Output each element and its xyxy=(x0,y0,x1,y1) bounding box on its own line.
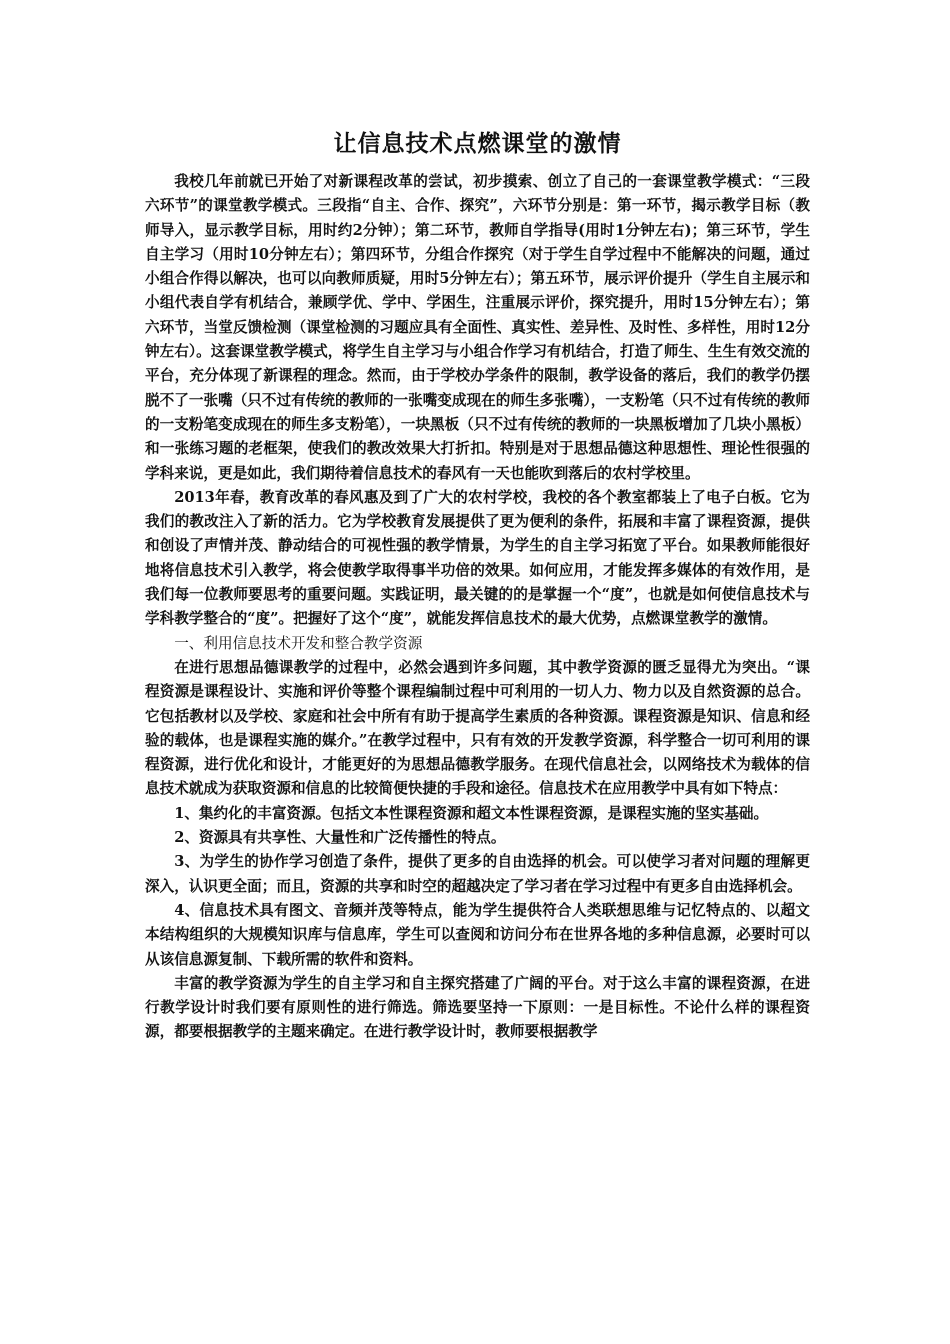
paragraph-course-resources: 在进行思想品德课教学的过程中，必然会遇到许多问题，其中教学资源的匮乏显得尤为突出。“课程资源是课程设计、实施和评价等整个课程编制过程中可利用的一切人力、物力以及自然资源的总合。它包括教材以及学校、家庭和社会中所有有助于提高学生素质的各种资源。课程资源是知识、信息和经验的载体，也是课程实施的媒介。”在教学过程中，只有有效的开发教学资源，科学整合一切可利用的课程资源，进行优化和设计，才能更好的为思想品德教学服务。在现代信息社会，以网络技术为载体的信息技术就成为获取资源和信息的比较简便快捷的手段和途径。信息技术在应用教学中具有如下特点： xyxy=(145,658,810,798)
document-page xyxy=(145,128,810,1045)
list-item-1: 1、集约化的丰富资源。包括文本性课程资源和超文本性课程资源，是课程实施的坚实基础。 xyxy=(174,804,769,822)
document-title: 让信息技术点燃课堂的激情 xyxy=(333,130,622,157)
section-heading-1: 一、利用信息技术开发和整合教学资源 xyxy=(174,634,423,652)
list-item-3: 3、为学生的协作学习创造了条件，提供了更多的自由选择的机会。可以使学习者对问题的理解更深入，认识更全面；而且，资源的共享和时空的超越决定了学习者在学习过程中有更多自由选择机会。 xyxy=(145,853,810,895)
paragraph-resource-selection: 丰富的教学资源为学生的自主学习和自主探究搭建了广阔的平台。对于这么丰富的课程资源，在进行教学设计时我们要有原则性的进行筛选。筛选要坚持一下原则：一是目标性。不论什么样的课程资源，都要根据教学的主题来确定。在进行教学设计时，教师要根据教学 xyxy=(145,974,810,1041)
list-item-2: 2、资源具有共享性、大量性和广泛传播性的特点。 xyxy=(174,829,506,847)
paragraph-whiteboard-2013: 2013年春，教育改革的春风惠及到了广大的农村学校，我校的各个教室都装上了电子白板。它为我们的教改注入了新的活力。它为学校教育发展提供了更为便利的条件，拓展和丰富了课程资源，提供和创设了声情并茂、静动结合的可视性强的教学情景，为学生的自主学习拓宽了平台。如果教师能很好地将信息技术引入教学，将会使教学取得事半功倍的效果。如何应用，才能发挥多媒体的有效作用，是我们每一位教师要思考的重要问题。实践证明，最关键的的是掌握一个“度”，也就是如何使信息技术与学科教学整合的“度”。把握好了这个“度”，就能发挥信息技术的最大优势，点燃课堂教学的激情。 xyxy=(145,488,810,628)
paragraph-teaching-model: 我校几年前就已开始了对新课程改革的尝试，初步摸索、创立了自己的一套课堂教学模式：“三段六环节”的课堂教学模式。三段指“自主、合作、探究”，六环节分别是：第一环节，揭示教学目标（教师导入，显示教学目标，用时约2分钟）；第二环节，教师自学指导(用时1分钟左右)；第三环节，学生自主学习（用时10分钟左右）；第四环节，分组合作探究（对于学生自学过程中不能解决的问题，通过小组合作得以解决，也可以向教师质疑，用时5分钟左右）；第五环节，展示评价提升（学生自主展示和小组代表自学有机结合，兼顾学优、学中、学困生，注重展示评价，探究提升，用时15分钟左右）；第六环节，当堂反馈检测（课堂检测的习题应具有全面性、真实性、差异性、及时性、多样性，用时12分钟左右）。这套课堂教学模式，将学生自主学习与小组合作学习有机结合，打造了师生、生生有效交流的平台，充分体现了新课程的理念。然而，由于学校办学条件的限制，教学设备的落后，我们的教学仍摆脱不了一张嘴（只不过有传统的教师的一张嘴变成现在的师生多张嘴），一支粉笔（只不过有传统的教师的一支粉笔变成现在的师生多支粉笔），一块黑板（只不过有传统的教师的一块黑板增加了几块小黑板）和一张练习题的老框架，使我们的教改效果大打折扣。特别是对于思想品德这种思想性、理论性很强的学科来说，更是如此，我们期待着信息技术的春风有一天也能吹到落后的农村学校里。 xyxy=(145,173,810,482)
list-item-4: 4、信息技术具有图文、音频并茂等特点，能为学生提供符合人类联想思维与记忆特点的、以超文本结构组织的大规模知识库与信息库，学生可以查阅和访问分布在世界各地的多种信息源，必要时可以从该信息源复制、下载所需的软件和资料。 xyxy=(145,901,810,968)
